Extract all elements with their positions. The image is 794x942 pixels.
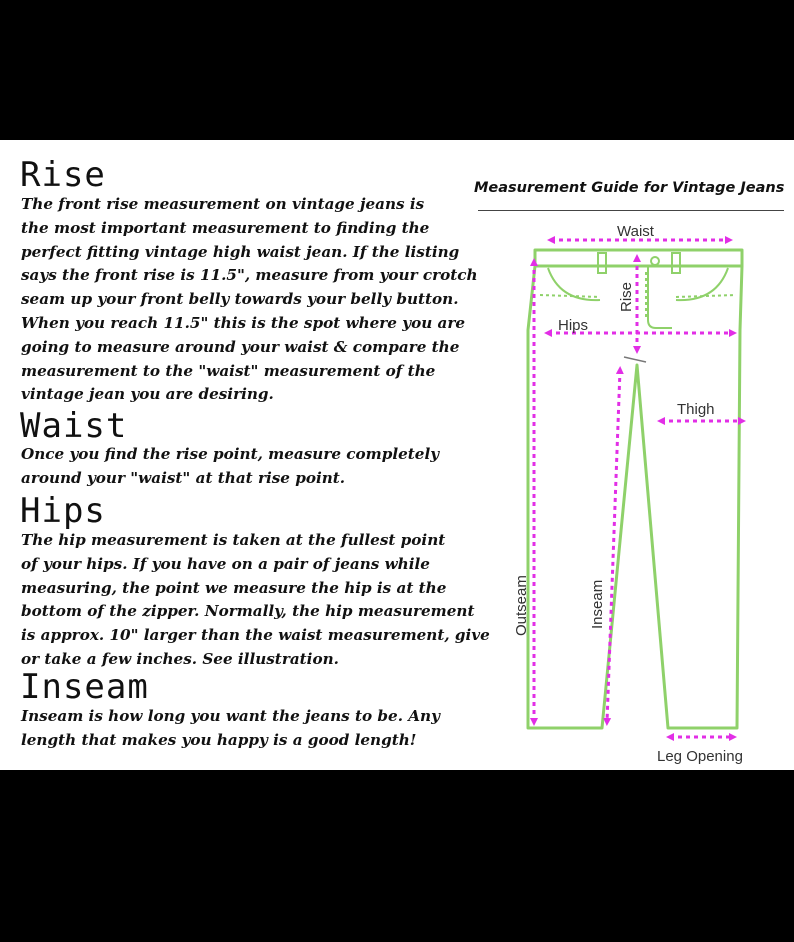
text-line: length that makes you happy is a good length!	[21, 730, 417, 749]
heading-hips: Hips	[20, 491, 106, 531]
text-line: When you reach 11.5" this is the spot where you are	[21, 313, 466, 332]
rise-label: Rise	[618, 281, 635, 312]
heading-rise: Rise	[20, 155, 106, 195]
text-line: bottom of the zipper. Normally, the hip measurement	[21, 602, 475, 621]
rise-tick	[624, 357, 646, 362]
text-line: or take a few inches. See illustration.	[21, 649, 339, 668]
hips-label: Hips	[558, 317, 589, 334]
text-line: says the front rise is 11.5", measure from your crotch	[21, 266, 478, 285]
measurement-lines	[534, 240, 742, 737]
guide-title: Measurement Guide for Vintage Jeans	[474, 180, 785, 196]
heading-waist: Waist	[20, 406, 128, 446]
thigh-label: Thigh	[677, 401, 715, 418]
leg-opening-label: Leg Opening	[657, 748, 743, 765]
text-line: Inseam is how long you want the jeans to be. Any	[21, 707, 440, 725]
text-line: perfect fitting vintage high waist jean. If the listing	[21, 242, 460, 261]
text-line: is approx. 10" larger than the waist measurement, give	[21, 626, 490, 645]
inseam-label: Inseam	[589, 579, 606, 629]
text-line: going to measure around your waist & compare the	[21, 337, 460, 356]
text-line: vintage jean you are desiring.	[21, 385, 274, 404]
text-line: The front rise measurement on vintage jeans is	[21, 195, 425, 213]
button-icon	[651, 257, 659, 265]
outseam-label: Outseam	[513, 575, 530, 636]
text-line: the most important measurement to finding the	[21, 218, 430, 237]
text-line: The hip measurement is taken at the fullest point	[21, 531, 446, 549]
belt-loop	[598, 253, 606, 273]
belt-loop	[672, 253, 680, 273]
waist-label: Waist	[617, 223, 654, 240]
text-line: seam up your front belly towards your belly button.	[21, 290, 459, 309]
text-line: around your "waist" at that rise point.	[21, 468, 346, 487]
text-line: measurement to the "waist" measurement of the	[21, 361, 436, 380]
text-line: measuring, the point we measure the hip is at the	[21, 578, 447, 597]
text-line: of your hips. If you have on a pair of jeans while	[21, 554, 430, 573]
text-line: Once you find the rise point, measure completely	[21, 445, 440, 463]
heading-inseam: Inseam	[20, 667, 149, 707]
